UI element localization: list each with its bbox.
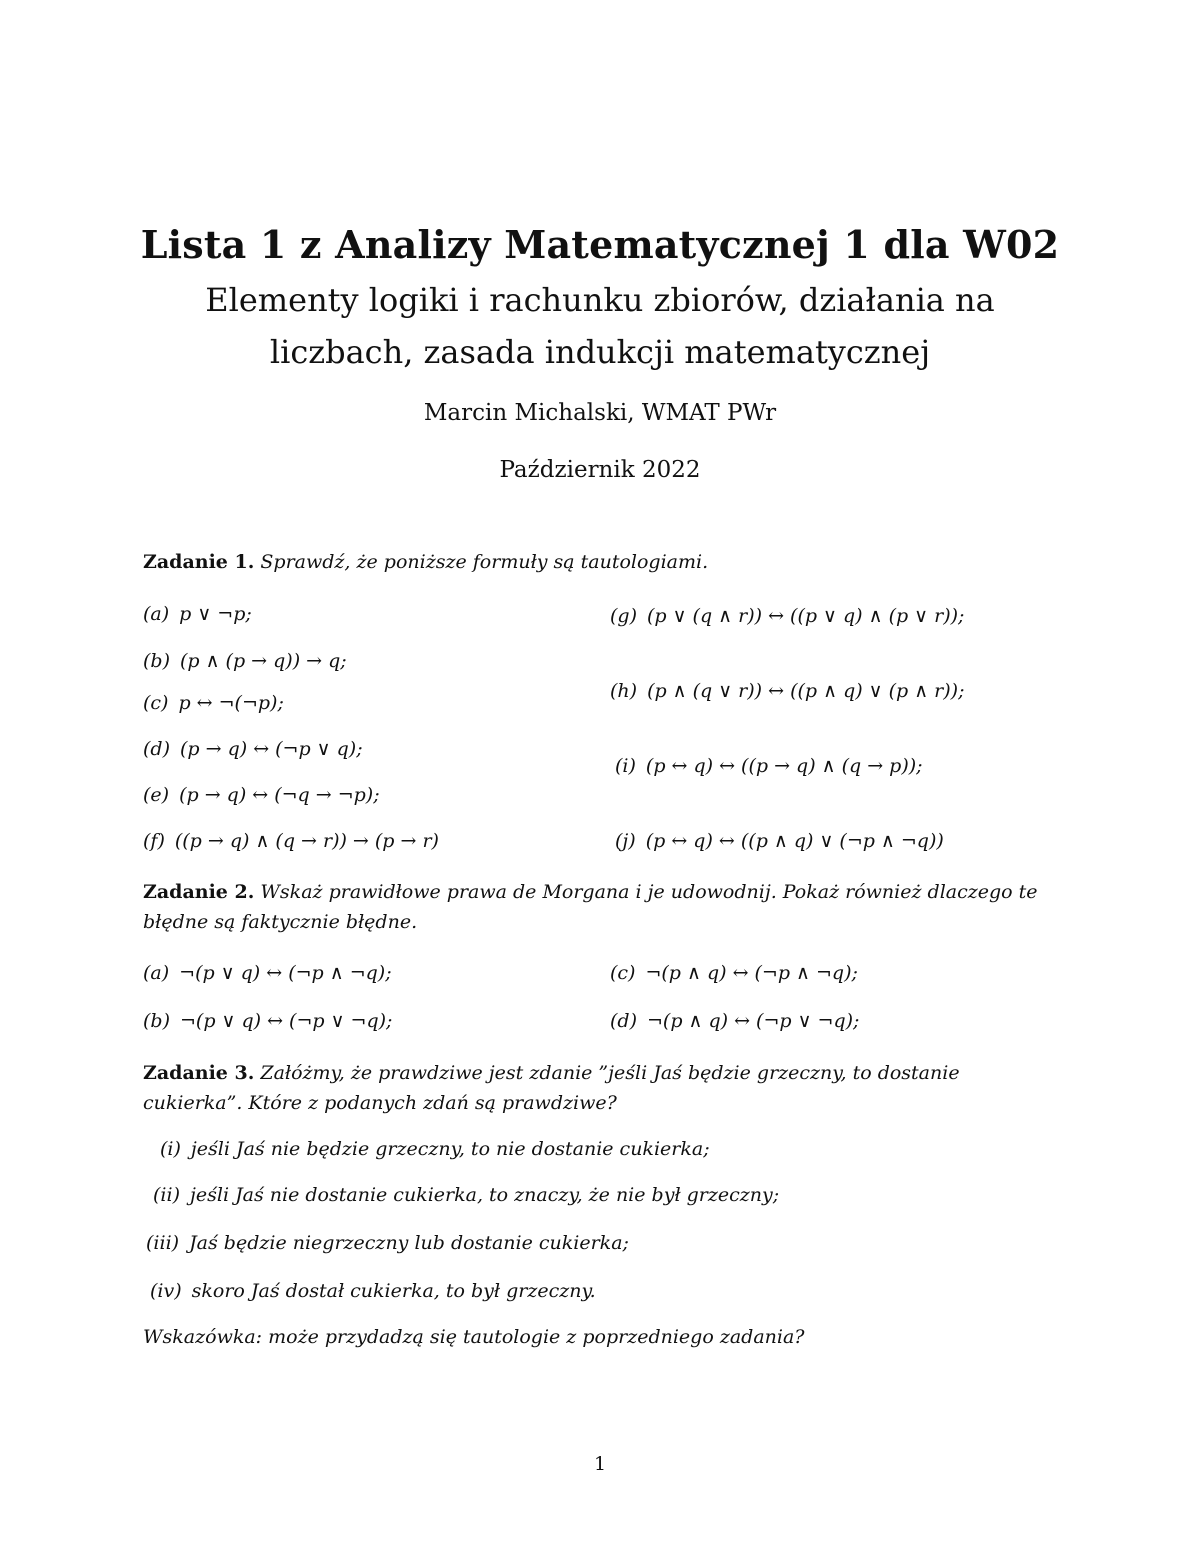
item-label: (d) [610, 1010, 637, 1032]
task3-hint: Wskazówka: może przydadzą się tautologie z poprzedniego zadania? [143, 1326, 805, 1348]
item-text: skoro Jaś dostał cukierka, to był grzeczny. [191, 1280, 596, 1302]
item-label: (e) [143, 784, 170, 806]
task1-item-g [610, 605, 964, 627]
task1-item-e [143, 784, 380, 806]
document-title: Lista 1 z Analizy Matematycznej 1 dla W02 [140, 222, 1060, 267]
task2-item-d [610, 1010, 859, 1032]
item-formula: (p ∧ (q ∨ r)) ↔ ((p ∧ q) ∨ (p ∧ r)); [647, 680, 965, 702]
item-label: (g) [610, 605, 637, 627]
item-label: (d) [143, 738, 170, 760]
task1-prompt: Sprawdź, że poniższe formuły są tautologiami. [260, 551, 709, 573]
item-formula: (p → q) ↔ (¬q → ¬p); [179, 784, 380, 806]
item-label: (i) [160, 1138, 181, 1160]
item-label: (b) [143, 1010, 170, 1032]
item-label: (h) [610, 680, 638, 702]
task1-item-b [143, 650, 347, 672]
date-line: Październik 2022 [499, 457, 701, 483]
item-formula: ¬(p ∧ q) ↔ (¬p ∧ ¬q); [645, 962, 858, 984]
item-label: (f) [143, 830, 165, 852]
item-label: (a) [143, 603, 170, 625]
task2-item-a [143, 962, 392, 984]
item-label: (ii) [153, 1184, 180, 1206]
item-label: (a) [143, 962, 170, 984]
item-formula: p ∨ ¬p; [179, 603, 252, 625]
task2-item-c [610, 962, 858, 984]
task1-item-f [143, 830, 439, 852]
task1-heading: Zadanie 1. [143, 551, 255, 573]
item-formula: p ↔ ¬(¬p); [178, 692, 284, 714]
item-label: (c) [143, 692, 169, 714]
task1-item-a [143, 603, 252, 625]
page-number: 1 [593, 1453, 607, 1475]
item-text: jeśli Jaś nie dostanie cukierka, to znaczy, że nie był grzeczny; [189, 1184, 780, 1206]
item-text: jeśli Jaś nie będzie grzeczny, to nie dostanie cukierka; [190, 1138, 710, 1160]
item-label: (c) [610, 962, 636, 984]
item-formula: ¬(p ∨ q) ↔ (¬p ∨ ¬q); [180, 1010, 393, 1032]
task1-item-h [610, 680, 965, 702]
task1-item-i [615, 755, 923, 777]
task3-prompt: Załóżmy, że prawdziwe jest zdanie ”jeśli Jaś będzie grzeczny, to dostanie cukierka”. Które z podanych zdań są prawdziwe? [143, 1062, 960, 1114]
item-label: (j) [615, 830, 636, 852]
item-text: Jaś będzie niegrzeczny lub dostanie cukierka; [189, 1232, 629, 1254]
task3-heading: Zadanie 3. [143, 1062, 255, 1084]
task1-item-j [615, 830, 944, 852]
item-formula: (p ↔ q) ↔ ((p → q) ∧ (q → p)); [645, 755, 923, 777]
item-formula: ¬(p ∨ q) ↔ (¬p ∧ ¬q); [179, 962, 392, 984]
task2-statement [143, 877, 1063, 937]
task3-statement [143, 1058, 1063, 1118]
task3-item-ii [153, 1184, 779, 1206]
item-formula: ((p → q) ∧ (q → r)) → (p → r) [174, 830, 439, 852]
item-label: (iii) [146, 1232, 180, 1254]
task1-item-d [143, 738, 363, 760]
task2-prompt: Wskaż prawidłowe prawa de Morgana i je udowodnij. Pokaż również dlaczego te błędne są faktycznie błędne. [143, 881, 1038, 933]
document-subtitle: Elementy logiki i rachunku zbiorów, działania na liczbach, zasada indukcji matematycznej [205, 281, 995, 371]
task3-item-i [160, 1138, 710, 1160]
task3-item-iii [146, 1232, 629, 1254]
item-label: (b) [143, 650, 170, 672]
task1-statement [143, 547, 1063, 577]
task2-heading: Zadanie 2. [143, 881, 255, 903]
task2-item-b [143, 1010, 392, 1032]
item-formula: (p → q) ↔ (¬p ∨ q); [180, 738, 363, 760]
item-label: (iv) [150, 1280, 182, 1302]
item-formula: ¬(p ∧ q) ↔ (¬p ∨ ¬q); [647, 1010, 860, 1032]
author-line: Marcin Michalski, WMAT PWr [423, 400, 777, 426]
item-formula: (p ∧ (p → q)) → q; [180, 650, 347, 672]
task3-item-iv [150, 1280, 596, 1302]
item-formula: (p ↔ q) ↔ ((p ∧ q) ∨ (¬p ∧ ¬q)) [645, 830, 944, 852]
item-label: (i) [615, 755, 636, 777]
item-formula: (p ∨ (q ∧ r)) ↔ ((p ∨ q) ∧ (p ∨ r)); [647, 605, 965, 627]
task1-item-c [143, 692, 284, 714]
